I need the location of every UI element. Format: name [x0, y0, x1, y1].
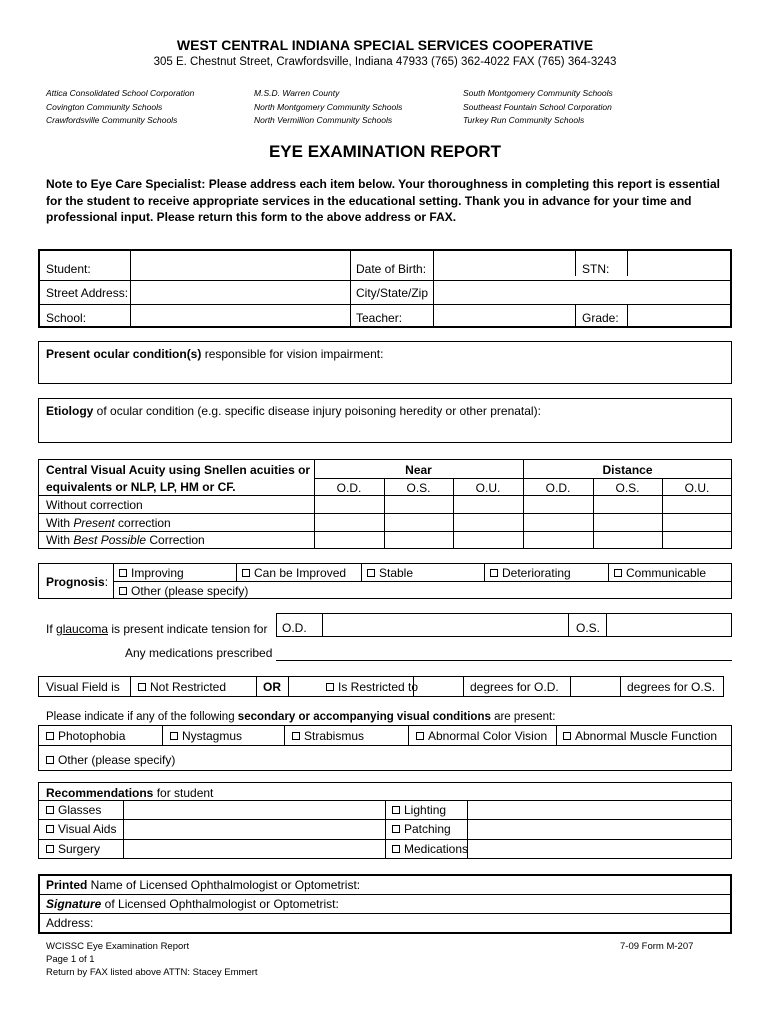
prognosis-can-be-improved[interactable]: Can be Improved [242, 566, 346, 580]
degrees-od-field[interactable] [414, 677, 462, 696]
checkbox-icon [46, 756, 54, 764]
prognosis-stable[interactable]: Stable [367, 566, 413, 580]
checkbox-icon [46, 806, 54, 814]
district-name: Covington Community Schools [46, 101, 163, 112]
dob-label: Date of Birth: [356, 262, 427, 276]
note-to-specialist: Note to Eye Care Specialist: Please address each item below. Your thoroughness in completing this report is essential for the student to receive appropriate services in the educational setting. Thank you in advance for your time and professional input. Please return this form to the above address or FAX. [46, 177, 720, 224]
prognosis-communicable[interactable]: Communicable [614, 566, 706, 580]
school-field[interactable] [131, 305, 349, 326]
signature-label[interactable]: Signature of Licensed Ophthalmologist or Optometrist: [46, 897, 339, 911]
address-label[interactable]: Address: [46, 916, 94, 930]
checkbox-icon [392, 825, 400, 833]
checkbox-icon [563, 732, 571, 740]
district-name: M.S.D. Warren County [254, 88, 340, 98]
checkbox-icon [416, 732, 424, 740]
tension-os-label: O.S. [576, 621, 601, 635]
teacher-label: Teacher: [356, 311, 403, 325]
tension-od-label: O.D. [282, 621, 307, 635]
etiology-label: Etiology of ocular condition (e.g. specific disease injury poisoning heredity or other prenatal): [46, 404, 541, 418]
district-name: North Montgomery Community Schools [254, 101, 403, 112]
distance-ou: O.U. [684, 481, 710, 495]
checkbox-icon [367, 569, 375, 577]
glaucoma-label: If glaucoma is present indicate tension for [46, 622, 268, 636]
degrees-os-field[interactable] [571, 677, 619, 696]
nystagmus-option[interactable]: Nystagmus [170, 729, 242, 743]
strabismus-option[interactable]: Strabismus [292, 729, 364, 743]
abnormal-color-vision-option[interactable]: Abnormal Color Vision [416, 729, 547, 743]
is-restricted-option[interactable]: Is Restricted to [326, 680, 418, 694]
district-column-2 [254, 87, 402, 128]
checkbox-icon [46, 732, 54, 740]
medications-line[interactable] [276, 660, 732, 661]
degrees-os-label: degrees for O.S. [627, 680, 716, 694]
footer-page: Page 1 of 1 [46, 954, 95, 965]
secondary-conditions-prompt: Please indicate if any of the following secondary or accompanying visual conditions are present: [46, 711, 556, 723]
street-label: Street Address: [46, 286, 129, 300]
recommendations-heading: Recommendations for student [46, 786, 214, 800]
prognosis-deteriorating[interactable]: Deteriorating [490, 566, 571, 580]
checkbox-icon [242, 569, 250, 577]
or-label: OR [263, 680, 281, 694]
grade-label: Grade: [582, 311, 619, 325]
stn-label: STN: [582, 262, 610, 276]
row-without-correction: Without correction [46, 498, 143, 512]
checkbox-icon [326, 683, 334, 691]
school-label: School: [46, 311, 87, 325]
district-name: Crawfordsville Community Schools [46, 115, 178, 125]
footer-form-name: WCISSC Eye Examination Report [46, 941, 190, 952]
checkbox-icon [119, 569, 127, 577]
distance-os: O.S. [615, 481, 640, 495]
district-name: Southeast Fountain School Corporation [463, 101, 612, 112]
distance-od: O.D. [545, 481, 571, 495]
dob-field[interactable] [434, 252, 574, 279]
visual-field-label: Visual Field is [46, 680, 120, 694]
acuity-heading-2: equivalents or NLP, LP, HM or CF. [46, 480, 236, 494]
medications-label: Any medications prescribed [125, 646, 273, 660]
acuity-heading-1: Central Visual Acuity using Snellen acuities or [46, 463, 311, 477]
surgery-option[interactable]: Surgery [46, 842, 100, 856]
grade-field[interactable] [628, 305, 729, 326]
city-label: City/State/Zip [356, 286, 429, 300]
degrees-od-label: degrees for O.D. [470, 680, 559, 694]
not-restricted-option[interactable]: Not Restricted [138, 680, 226, 694]
tension-os-field[interactable] [607, 614, 731, 636]
row-present-correction: With Present correction [46, 516, 171, 530]
checkbox-icon [46, 825, 54, 833]
printed-name-label[interactable]: Printed Name of Licensed Ophthalmologist or Optometrist: [46, 878, 361, 892]
etiology-box[interactable] [38, 398, 732, 443]
street-field[interactable] [131, 281, 349, 303]
checkbox-icon [119, 587, 127, 595]
secondary-other-option[interactable]: Other (please specify) [46, 753, 175, 767]
checkbox-icon [392, 845, 400, 853]
district-name: Turkey Run Community Schools [463, 115, 585, 125]
checkbox-icon [170, 732, 178, 740]
teacher-field[interactable] [434, 305, 574, 326]
present-condition-label: Present ocular condition(s) responsible for vision impairment: [46, 347, 384, 361]
abnormal-muscle-function-option[interactable]: Abnormal Muscle Function [563, 729, 717, 743]
organization-address: 305 E. Chestnut Street, Crawfordsville, Indiana 47933 (765) 362-4022 FAX (765) 364-3243 [153, 56, 617, 68]
checkbox-icon [614, 569, 622, 577]
glasses-option[interactable]: Glasses [46, 803, 101, 817]
district-name: South Montgomery Community Schools [463, 88, 613, 98]
district-column-3 [463, 87, 613, 128]
checkbox-icon [490, 569, 498, 577]
medications-option[interactable]: Medications [392, 842, 468, 856]
near-ou: O.U. [475, 481, 501, 495]
near-os: O.S. [406, 481, 431, 495]
photophobia-option[interactable]: Photophobia [46, 729, 125, 743]
checkbox-icon [46, 845, 54, 853]
district-name: Attica Consolidated School Corporation [46, 88, 195, 98]
patching-option[interactable]: Patching [392, 822, 451, 836]
organization-name: WEST CENTRAL INDIANA SPECIAL SERVICES COOPERATIVE [176, 37, 594, 53]
footer-return-note: Return by FAX listed above ATTN: Stacey Emmert [46, 967, 258, 978]
student-label: Student: [46, 262, 91, 276]
prognosis-improving[interactable]: Improving [119, 566, 184, 580]
city-field[interactable] [434, 281, 729, 303]
near-od: O.D. [336, 481, 362, 495]
checkbox-icon [392, 806, 400, 814]
lighting-option[interactable]: Lighting [392, 803, 446, 817]
footer-form-number: 7-09 Form M-207 [620, 941, 694, 952]
prognosis-label: Prognosis: [46, 575, 109, 589]
report-title: EYE EXAMINATION REPORT [268, 142, 502, 161]
checkbox-icon [292, 732, 300, 740]
tension-od-field[interactable] [323, 614, 567, 636]
stn-field[interactable] [628, 252, 729, 279]
near-header: Near [405, 463, 432, 477]
present-condition-box[interactable] [38, 341, 732, 384]
district-column-1 [46, 87, 194, 128]
footer-left [46, 940, 258, 979]
district-name: North Vermillion Community Schools [254, 115, 393, 125]
visual-aids-option[interactable]: Visual Aids [46, 822, 116, 836]
distance-header: Distance [602, 463, 653, 477]
checkbox-icon [138, 683, 146, 691]
row-best-correction: With Best Possible Correction [46, 533, 205, 547]
student-field[interactable] [131, 252, 349, 279]
prognosis-other[interactable]: Other (please specify) [119, 584, 248, 598]
